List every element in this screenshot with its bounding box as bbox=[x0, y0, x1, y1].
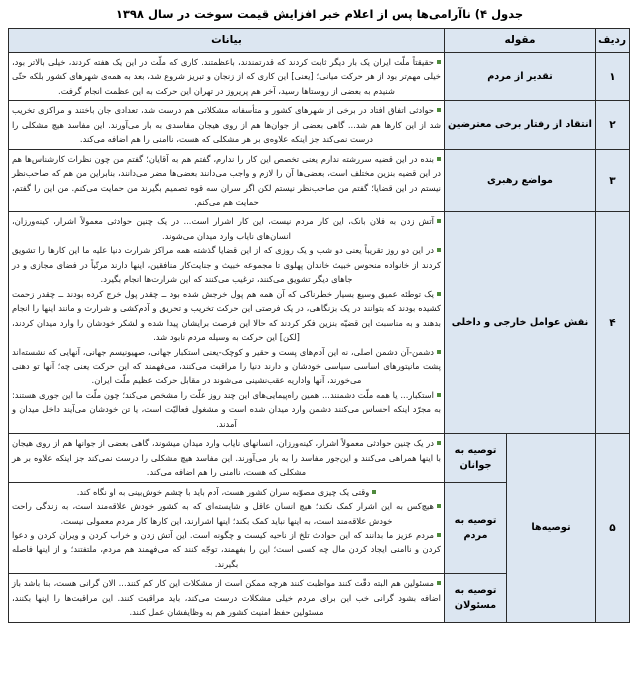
table-caption: جدول ۴) ناآرامی‌ها پس از اعلام خبر افزایش قیمت سوخت در سال ۱۳۹۸ bbox=[115, 7, 524, 21]
statement-paragraph bbox=[12, 152, 441, 210]
column-header-maqule: مقوله bbox=[444, 28, 595, 52]
bullet-marker-icon bbox=[437, 504, 441, 508]
bullet-marker-icon bbox=[437, 581, 441, 585]
statement-paragraph bbox=[12, 576, 441, 619]
row-category: توصیه‌ها bbox=[507, 434, 596, 622]
statement-paragraph bbox=[12, 287, 441, 345]
row-subcategory: توصیه به مردم bbox=[444, 482, 506, 574]
row-number: ۳ bbox=[596, 149, 630, 212]
table-row bbox=[8, 52, 629, 100]
bullet-marker-icon bbox=[437, 108, 441, 112]
row-category: تقدیر از مردم bbox=[444, 52, 595, 100]
table-row bbox=[8, 149, 629, 212]
statement-text: دشمن-آن دشمن اصلی، نه این آدم‌های پست و حقیر و کوچک-یعنی استکبار جهانی، صهیونیسم جهانی، آنهایی که نشسته‌اند پشت مانیتورهای اساسی سیاسی خودشان و دارند دنیا را مراقبت می‌کنند، می‌فهمند که این حرکت یعنی چه؛ آنها تو دهنی می‌خورند، آنها واداریه عقب‌نشینی می‌شوند در مقابل حرکت عظیم ملّت ایران. bbox=[11, 346, 441, 386]
row-number: ۵ bbox=[596, 434, 630, 622]
row-subcategory: توصیه به جوانان bbox=[444, 434, 506, 482]
row-number: ۲ bbox=[596, 101, 630, 149]
table-header-row bbox=[8, 28, 629, 52]
statement-text: هیچ‌کس به این اشرار کمک نکند؛ هیچ انسان عاقل و شایسته‌ای که به کشور خودش علاقه‌مند است، به زندگی راحت خودش علاقه‌مند است، به اینها نباید کمک بکند؛ اینها اشرارند، این کارها کار مردم معمولی نیست. bbox=[11, 501, 434, 526]
statement-text: آتش زدن به فلان بانک، این کار مردم نیست، این کار اشرار است... در یک چنین حوادثی معمولاً اشرار، کینه‌ورزان، انسان‌های نایاب وارد میدان می‌شوند. bbox=[11, 216, 434, 241]
statement-paragraph bbox=[12, 214, 441, 243]
statement-text: استکبار... یا همه ملّت دشمنند... همین راه‌پیمایی‌های این چند روز علّت را مشخص می‌کند؛ چون ملّت ما این جوری هستند: به مجرّد اینکه احساس می‌کنند دشمن وارد میدان شده است و مشغول فعالیّت است، یا تن خودشان می‌آیند داخل میدان و آمدند. bbox=[11, 389, 441, 429]
table-head bbox=[8, 28, 629, 52]
statement-paragraph bbox=[12, 103, 441, 146]
column-header-bayanat: بیانات bbox=[8, 28, 444, 52]
bullet-marker-icon bbox=[437, 248, 441, 252]
column-header-radif: ردیف bbox=[596, 28, 630, 52]
bullet-marker-icon bbox=[437, 60, 441, 64]
row-statements bbox=[8, 212, 444, 434]
statement-paragraph bbox=[12, 388, 441, 431]
row-number: ۴ bbox=[596, 212, 630, 434]
table-row bbox=[8, 434, 629, 482]
statement-text: یک توطئه عمیق وسیع بسیار خطرناکی که آن همه هم پول خرجش شده بود ــ چقدر پول خرج کرده بودند ــ چقدر زحمت کشیده بودند که بتوانند در یک بزنگاهی، در یک فرصتی این حرکت تخریب و تحریق و آدم‌کشی و شرارت و مانند اینها را انجام بدهند و به مناسبت این قضیّه بنزین فکر کردند که حالا این فرصت برایشان پیدا شده و لشکر خودشان را وارد میدان کردند، [لکن] این حرکت به وسیله مردم نابود شد. bbox=[11, 288, 441, 343]
bullet-marker-icon bbox=[372, 490, 376, 494]
table-body bbox=[8, 52, 629, 622]
table-row bbox=[8, 101, 629, 149]
statement-text: حوادثی اتفاق افتاد در برخی از شهرهای کشور و متأسفانه مشکلاتی هم درست شد، تعدادی جان باختند و مراکزی تخریب شد از این کارها هم شد... گاهی بعضی از جوان‌ها هم از روی هیجان مفاسدی به بار می‌آورند. این مفاسد هیچ مشکلی را درست نمی‌کند جز اینکه علاوه‌ی بر هر مشکلی که هست، ناامنی را هم اضافه می‌کند. bbox=[11, 105, 441, 145]
row-category: مواضع رهبری bbox=[444, 149, 595, 212]
bullet-marker-icon bbox=[437, 219, 441, 223]
row-statements bbox=[8, 482, 444, 574]
row-statements bbox=[8, 434, 444, 482]
row-category: نقش عوامل خارجی و داخلی bbox=[444, 212, 595, 434]
statement-paragraph bbox=[12, 485, 441, 499]
statement-text: مسئولین هم البته دقّت کنند مواظبت کنند هرچه ممکن است از مشکلات این کار کم کنند... الان گرانی هست، بنا باشد باز اضافه بشود گرانی خب این برای مردم خیلی مشکلات درست می‌کند، باید مراقبت کنند. این مراقبت‌ها را اینها بکنند، مسئولین حفظ امنیت کشور هم به وظایفشان عمل کنند. bbox=[11, 578, 441, 618]
unrest-table bbox=[8, 28, 630, 623]
bullet-marker-icon bbox=[437, 157, 441, 161]
row-statements bbox=[8, 52, 444, 100]
statement-paragraph bbox=[12, 528, 441, 571]
statement-paragraph bbox=[12, 243, 441, 286]
bullet-marker-icon bbox=[437, 393, 441, 397]
statement-paragraph bbox=[12, 345, 441, 388]
row-statements bbox=[8, 149, 444, 212]
row-statements bbox=[8, 574, 444, 622]
statement-paragraph bbox=[12, 436, 441, 479]
statement-text: در این دو روز تقریباً یعنی دو شب و یک روزی که از این قضایا گذشته همه مراکز شرارت دنیا علیه ما این کارها را تشویق کردند از خانواده منحوس خبیث خاندان پهلوی تا مجموعه خبیث و جنایت‌کار منافقین، اینها دارند مرتّباً در فضای مجازی و در جاهای دیگر تشویق می‌کنند، ترغیب می‌کنند که این شرارت‌ها انجام بگیرد. bbox=[11, 245, 441, 285]
statement-text: وقتی یک چیزی مصوّبه سران کشور هست، آدم باید با چشم خوش‌بینی به او نگاه کند. bbox=[76, 486, 370, 497]
row-category: انتقاد از رفتار برخی معترضین bbox=[444, 101, 595, 149]
bullet-marker-icon bbox=[437, 350, 441, 354]
statement-paragraph bbox=[12, 55, 441, 98]
row-subcategory: توصیه به مسئولان bbox=[444, 574, 506, 622]
bullet-marker-icon bbox=[437, 441, 441, 445]
row-statements bbox=[8, 101, 444, 149]
statement-text: مردم عزیز ما بدانند که این حوادث تلخ از ناحیه کیست و چگونه است. این آتش زدن و خراب کردن و ویران کردن و دعوا کردن و ناامنی ایجاد کردن مال چه کسی است؛ این را بفهمند، توجّه کنند که می‌فهمند هم مردم، ملتفتند؛ و از اینها فاصله بگیرند. bbox=[11, 529, 441, 569]
row-number: ۱ bbox=[596, 52, 630, 100]
statement-text: حقیقتاً ملّت ایران یک بار دیگر ثابت کردند که قدرتمندند، باعظمتند. کاری که ملّت در این یک هفته کردند، خیلی بالاتر بود، خیلی مهم‌تر بود از هر حرکت میانی؛ [یعنی] این کاری که از زنجان و تبریز شروع شد، بعد به همه‌ی شهرهای کشور بلکه حتّی شنیدم به بعضی از روستاها رسید، آخر هم پریروز در تهران این حرکت به این عظمت انجام گرفت. bbox=[11, 56, 441, 96]
bullet-marker-icon bbox=[437, 533, 441, 537]
table-row bbox=[8, 212, 629, 434]
statement-paragraph bbox=[12, 499, 441, 528]
statement-text: در یک چنین حوادثی معمولاً اشرار، کینه‌ورزان، انسانهای نایاب وارد میدان میشوند، گاهی بعضی از جوانها هم از روی هیجان با اینها همراهی می‌کنند و این‌جور مفاسد را به بار می‌آورند. این مفاسد هیچ مشکلی را درست نمی‌کند جز اینکه علاوه بر هر مشکلی که هست، ناامنی را هم اضافه می‌کند. bbox=[11, 438, 441, 478]
bullet-marker-icon bbox=[437, 292, 441, 296]
statement-text: بنده در این قضیه سررشته ندارم یعنی تخصص این کار را ندارم، گفتم هم به آقایان؛ گفتم من چون نظرات کارشناس‌ها هم در این قضیه بنزین مختلف است، بعضی‌ها آن را لازم و واجب می‌دانند بعضی‌ها مضر می‌دانند، بنابراین من هم که صاحب‌نظر نیستم در این قضایا؛ گفتم من صاحب‌نظر نیستم لکن اگر سران سه قوه تصمیم بگیرند من حمایت می‌کنم. من این را گفتم، حمایت هم می‌کنم. bbox=[11, 153, 441, 208]
